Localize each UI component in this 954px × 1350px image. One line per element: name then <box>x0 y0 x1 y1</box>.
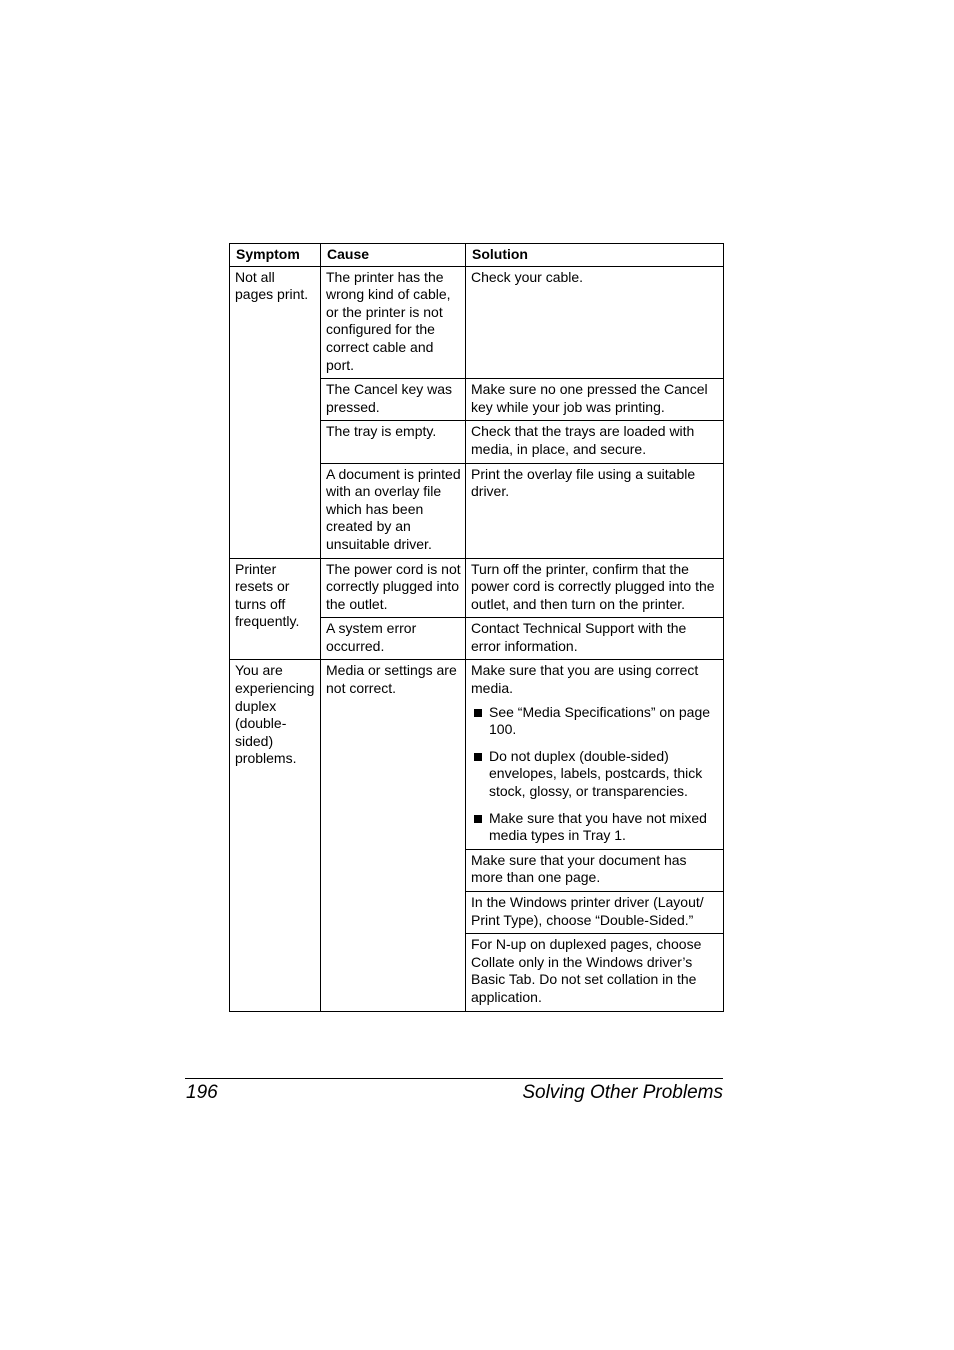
symptom-cell: You are experiencing duplex (double-sided) problems. <box>230 660 321 1011</box>
symptom-cell: Printer resets or turns off frequently. <box>230 558 321 660</box>
table-row <box>230 558 724 618</box>
cause-cell: A system error occurred. <box>321 618 466 660</box>
cause-cell: Media or settings are not correct. <box>321 660 466 1011</box>
solution-cell: Make sure that your document has more than one page. <box>466 849 724 891</box>
footer-divider <box>185 1078 723 1079</box>
solution-cell: Make sure no one pressed the Cancel key while your job was printing. <box>466 379 724 421</box>
symptom-cell: Not all pages print. <box>230 266 321 558</box>
square-bullet-icon <box>474 709 482 717</box>
solution-cell: Check your cable. <box>466 266 724 379</box>
footer-section-title: Solving Other Problems <box>522 1082 723 1103</box>
solution-cell: For N-up on duplexed pages, choose Collate only in the Windows driver’s Basic Tab. Do not set collation in the application. <box>466 934 724 1011</box>
solution-cell: In the Windows printer driver (Layout/ Print Type), choose “Double-Sided.” <box>466 892 724 934</box>
solution-cell: Contact Technical Support with the error information. <box>466 618 724 660</box>
table-row <box>230 266 724 379</box>
troubleshooting-table <box>229 243 724 1012</box>
solution-cell <box>466 660 724 849</box>
square-bullet-icon <box>474 815 482 823</box>
cause-cell: The Cancel key was pressed. <box>321 379 466 421</box>
cause-cell: A document is printed with an overlay file which has been created by an unsuitable driver. <box>321 463 466 558</box>
header-symptom: Symptom <box>230 244 321 267</box>
bullet-item: Make sure that you have not mixed media types in Tray 1. <box>471 810 719 845</box>
bullet-list <box>471 704 719 845</box>
solution-cell: Turn off the printer, confirm that the power cord is correctly plugged into the outlet, and then turn on the printer. <box>466 558 724 618</box>
cause-cell: The printer has the wrong kind of cable, or the printer is not configured for the correct cable and port. <box>321 266 466 379</box>
cause-cell: The tray is empty. <box>321 421 466 463</box>
solution-cell: Check that the trays are loaded with media, in place, and secure. <box>466 421 724 463</box>
solution-cell: Print the overlay file using a suitable driver. <box>466 463 724 558</box>
header-cause: Cause <box>321 244 466 267</box>
square-bullet-icon <box>474 753 482 761</box>
table-header-row <box>230 244 724 267</box>
bullet-item: See “Media Specifications” on page 100. <box>471 704 719 739</box>
table-row <box>230 660 724 849</box>
cause-cell: The power cord is not correctly plugged into the outlet. <box>321 558 466 618</box>
bullet-item: Do not duplex (double-sided) envelopes, labels, postcards, thick stock, glossy, or transparencies. <box>471 748 719 801</box>
header-solution: Solution <box>466 244 724 267</box>
solution-intro: Make sure that you are using correct media. <box>471 662 699 697</box>
page-number: 196 <box>186 1082 218 1103</box>
